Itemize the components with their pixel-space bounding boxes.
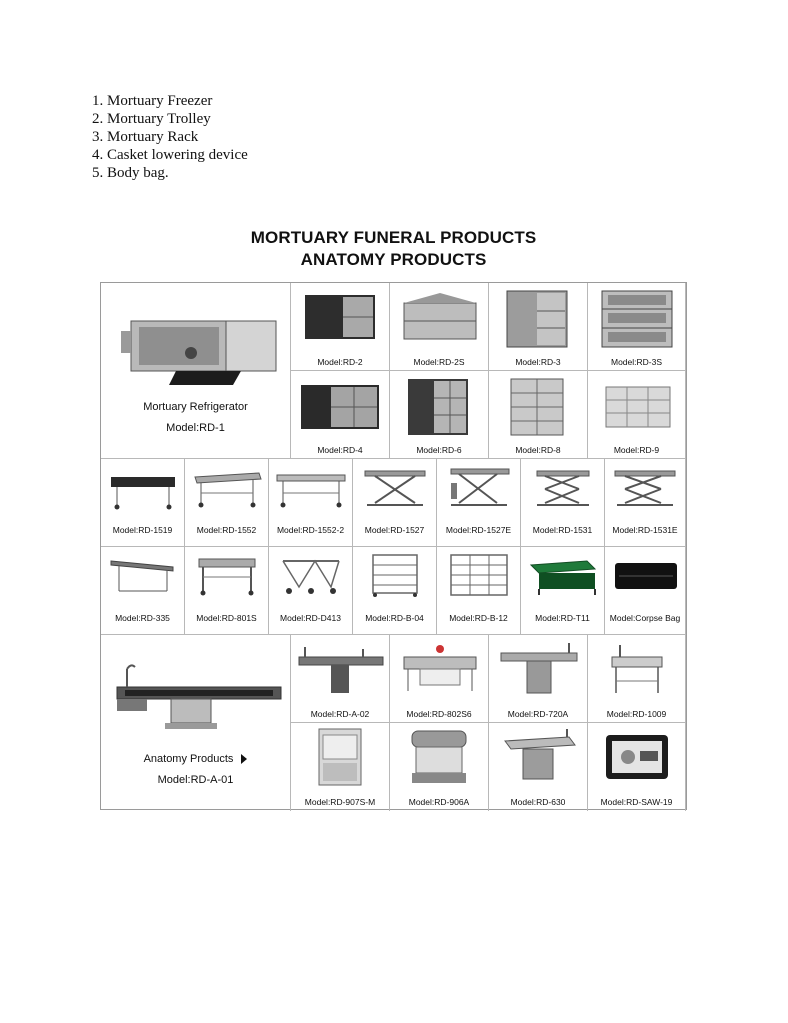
autopsy-table-icon xyxy=(489,635,588,707)
product-cell xyxy=(185,547,269,635)
product-model: Model:RD-B-04 xyxy=(365,613,424,623)
product-cell xyxy=(390,371,489,459)
product-model: Model:RD-4 xyxy=(317,445,363,455)
three-door-freezer-icon xyxy=(489,283,588,355)
product-model: Model:RD-2S xyxy=(413,357,465,367)
refrigerator-feature-label: Mortuary Refrigerator xyxy=(143,401,248,413)
product-model: Model:RD-6 xyxy=(416,445,462,455)
body-bag-icon xyxy=(605,547,686,607)
product-model: Model:RD-2 xyxy=(317,357,363,367)
product-cell xyxy=(390,283,489,371)
product-cell xyxy=(291,723,390,811)
product-cell xyxy=(353,547,437,635)
ventilation-cabinet-icon xyxy=(291,723,390,795)
product-cell xyxy=(291,283,390,371)
product-model: Model:RD-T11 xyxy=(535,613,590,623)
trolley-icon xyxy=(185,459,269,519)
open-freezer-icon xyxy=(390,283,489,355)
open-three-door-freezer-icon xyxy=(588,283,686,355)
product-model: Model:RD-907S-M xyxy=(304,797,376,807)
autopsy-table-icon xyxy=(390,635,489,707)
lift-trolley-icon xyxy=(605,459,686,519)
product-cell xyxy=(489,371,588,459)
product-cell xyxy=(605,459,686,547)
lift-trolley-icon xyxy=(437,459,521,519)
product-cell xyxy=(521,547,605,635)
mortuary-refrigerator-icon xyxy=(101,283,291,393)
two-door-freezer-icon xyxy=(291,283,390,355)
product-model: Model:RD-335 xyxy=(115,613,170,623)
product-cell xyxy=(489,635,588,723)
catalog-title: MORTUARY FUNERAL PRODUCTS xyxy=(250,228,537,247)
list-item: 3. Mortuary Rack xyxy=(92,129,199,145)
play-arrow-icon xyxy=(241,754,247,764)
product-model: Model:Corpse Bag xyxy=(609,613,681,623)
workstation-icon xyxy=(390,723,489,795)
product-cell xyxy=(353,459,437,547)
product-cell xyxy=(605,547,686,635)
autopsy-saw-case-icon xyxy=(588,723,686,795)
storage-rack-icon xyxy=(437,547,521,607)
product-model: Model:RD-906A xyxy=(408,797,470,807)
product-cell xyxy=(291,635,390,723)
product-cell xyxy=(521,459,605,547)
lift-trolley-icon xyxy=(353,459,437,519)
catalog-subtitle: ANATOMY PRODUCTS xyxy=(300,250,487,269)
product-cell xyxy=(390,635,489,723)
eight-door-freezer-icon xyxy=(489,371,588,443)
product-model: Model:RD-D413 xyxy=(280,613,341,623)
anatomy-feature-cell xyxy=(101,635,291,811)
product-cell xyxy=(489,723,588,811)
product-cell xyxy=(390,723,489,811)
product-list xyxy=(92,92,248,182)
product-model: Model:RD-1527 xyxy=(364,525,425,535)
trolley-icon xyxy=(269,459,353,519)
product-cell xyxy=(437,459,521,547)
autopsy-sink-icon xyxy=(588,635,686,707)
folding-trolley-icon xyxy=(269,547,353,607)
product-model: Model:RD-801S xyxy=(196,613,257,623)
product-model: Model:RD-1531E xyxy=(612,525,678,535)
product-model: Model:RD-1519 xyxy=(112,525,173,535)
anatomy-feature-label-row xyxy=(101,753,290,765)
product-model: Model:RD-720A xyxy=(507,709,569,719)
product-cell xyxy=(489,283,588,371)
product-cell xyxy=(437,547,521,635)
product-model: Model:RD-A-02 xyxy=(310,709,370,719)
tilting-trolley-icon xyxy=(101,547,185,607)
storage-rack-icon xyxy=(353,547,437,607)
list-item: 2. Mortuary Trolley xyxy=(92,111,211,127)
refrigerator-feature-cell xyxy=(101,283,291,459)
lift-trolley-icon xyxy=(521,459,605,519)
trolley-icon xyxy=(101,459,185,519)
six-door-freezer-icon xyxy=(390,371,489,443)
product-cell xyxy=(101,459,185,547)
product-model: Model:RD-SAW-19 xyxy=(600,797,673,807)
product-model: Model:RD-630 xyxy=(510,797,566,807)
product-grid xyxy=(100,282,687,810)
product-cell xyxy=(291,371,390,459)
product-cell xyxy=(588,371,686,459)
product-model: Model:RD-802S6 xyxy=(406,709,472,719)
product-cell xyxy=(269,459,353,547)
refrigerator-feature-model: Model:RD-1 xyxy=(166,422,225,434)
product-model: Model:RD-B-12 xyxy=(449,613,508,623)
product-model: Model:RD-3 xyxy=(515,357,561,367)
list-item: 4. Casket lowering device xyxy=(92,147,248,163)
product-model: Model:RD-1009 xyxy=(606,709,667,719)
product-model: Model:RD-1552-2 xyxy=(276,525,345,535)
product-model: Model:RD-3S xyxy=(610,357,663,367)
product-model: Model:RD-9 xyxy=(613,445,660,455)
nine-door-freezer-icon xyxy=(588,371,686,443)
casket-lowering-device-icon xyxy=(521,547,605,607)
dissection-table-icon xyxy=(291,635,390,707)
product-cell xyxy=(588,723,686,811)
anatomy-feature-label: Anatomy Products xyxy=(143,753,234,765)
four-door-freezer-icon xyxy=(291,371,390,443)
list-item: 5. Body bag. xyxy=(92,165,169,181)
autopsy-table-icon xyxy=(489,723,588,795)
anatomy-feature-model: Model:RD-A-01 xyxy=(157,774,234,786)
product-cell xyxy=(269,547,353,635)
product-cell xyxy=(101,547,185,635)
product-model: Model:RD-1531 xyxy=(532,525,593,535)
product-cell xyxy=(588,635,686,723)
list-item: 1. Mortuary Freezer xyxy=(92,93,213,109)
product-cell xyxy=(185,459,269,547)
product-cell xyxy=(588,283,686,371)
product-model: Model:RD-1527E xyxy=(445,525,512,535)
product-model: Model:RD-8 xyxy=(515,445,561,455)
product-model: Model:RD-1552 xyxy=(196,525,257,535)
trolley-icon xyxy=(185,547,269,607)
dissection-table-icon xyxy=(101,635,291,745)
